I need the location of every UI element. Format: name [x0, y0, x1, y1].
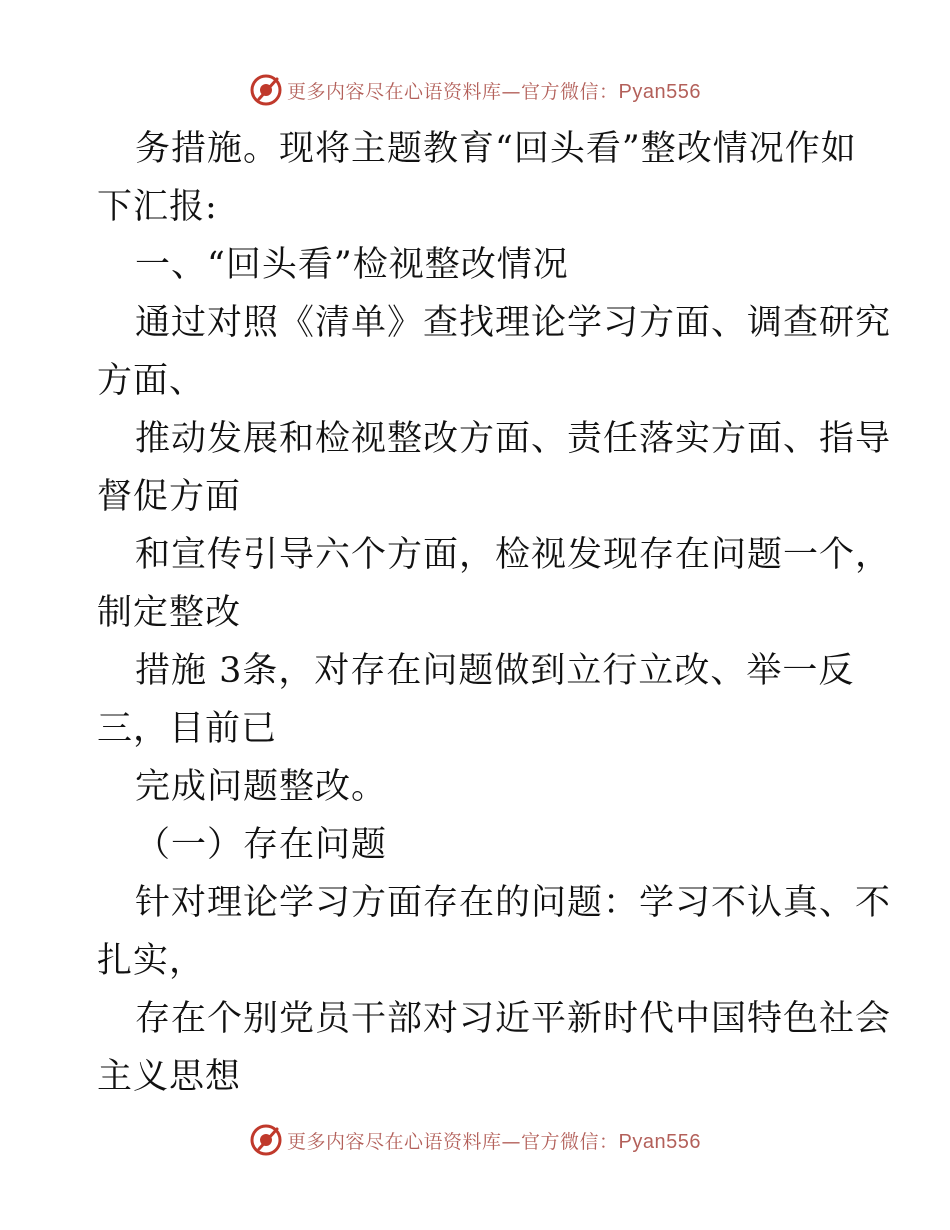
- text-line: 下汇报:: [97, 187, 218, 227]
- brand-logo-icon: [249, 1123, 283, 1157]
- footer-watermark: [0, 1120, 950, 1160]
- text-line: 一、“回头看”检视整改情况: [135, 245, 569, 285]
- footer-watermark-text: 更多内容尽在心语资料库—官方微信：Pyan556: [287, 1130, 701, 1153]
- document-body: [97, 120, 892, 1106]
- text-line: 存在个别党员干部对习近平新时代中国特色社会: [135, 999, 892, 1039]
- text-line: 措施 3条，对存在问题做到立行立改、举一反: [135, 651, 855, 691]
- text-line: 主义思想: [97, 1057, 242, 1097]
- header-watermark: [0, 70, 950, 110]
- text-line: 和宣传引导六个方面，检视发现存在问题一个，: [135, 535, 892, 575]
- text-line: 推动发展和检视整改方面、责任落实方面、指导: [135, 419, 892, 459]
- text-line: 针对理论学习方面存在的问题：学习不认真、不: [135, 883, 892, 923]
- text-line: 扎实，: [97, 941, 206, 981]
- brand-logo-icon: [249, 73, 283, 107]
- text-line: （一）存在问题: [135, 825, 388, 865]
- header-watermark-text: 更多内容尽在心语资料库—官方微信：Pyan556: [287, 80, 701, 103]
- text-line: 三，目前已: [97, 709, 278, 749]
- text-line: 制定整改: [97, 593, 242, 633]
- text-line: 方面、: [97, 361, 206, 401]
- text-line: 通过对照《清单》查找理论学习方面、调查研究: [135, 303, 892, 343]
- text-line: 完成问题整改。: [135, 767, 388, 807]
- wechat-id: Pyan556: [618, 1130, 701, 1153]
- text-line: 督促方面: [97, 477, 242, 517]
- text-line: 务措施。现将主题教育“回头看”整改情况作如: [135, 129, 857, 169]
- wechat-id: Pyan556: [618, 80, 701, 103]
